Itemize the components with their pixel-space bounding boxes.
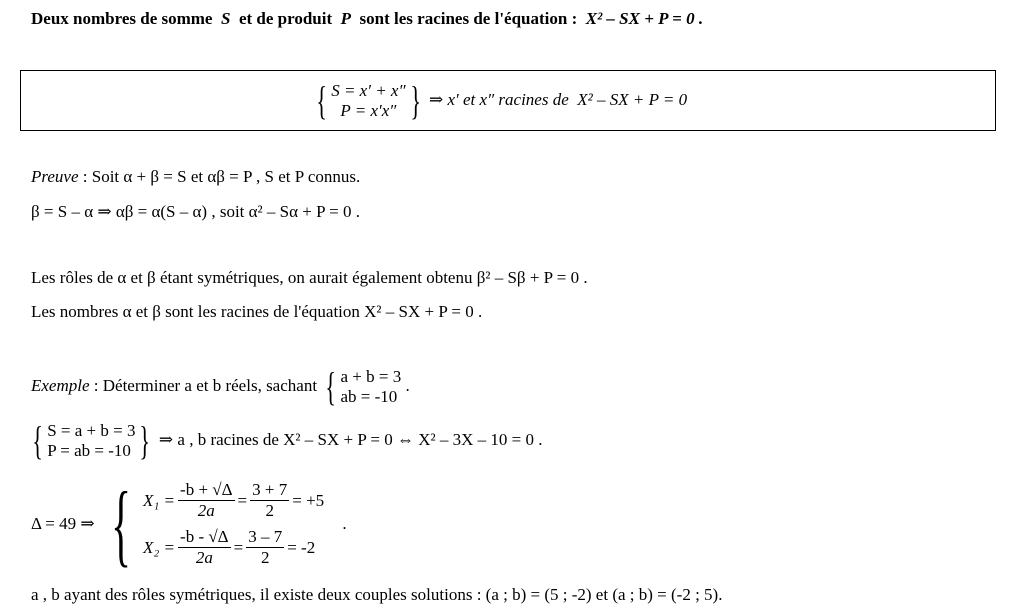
statement-part-b: et de produit xyxy=(238,9,333,28)
statement-equation: X² – SX + P = 0 . xyxy=(585,9,704,28)
left-brace: { xyxy=(325,364,337,410)
right-brace: } xyxy=(409,78,421,124)
x2-numeric-denominator: 2 xyxy=(260,548,270,568)
condition-product: ab = -10 xyxy=(340,387,398,407)
left-brace: { xyxy=(32,418,43,464)
example-system xyxy=(28,418,155,464)
example-equation: ⇒ a , b racines de X² – SX + P = 0 ⇔ X² – 3X – 10 = 0 . xyxy=(158,430,543,449)
proof-line-1 xyxy=(31,167,360,187)
symmetry-line-1: Les rôles de α et β étant symétriques, on aurait également obtenu β² – Sβ + P = 0 . xyxy=(31,268,588,287)
statement-part-c: sont les racines de l'équation : xyxy=(359,9,578,28)
left-brace: { xyxy=(316,78,327,124)
symbol-s: S xyxy=(220,9,231,28)
proof-line-2: β = S – α ⇒ αβ = α(S – α) , soit α² – Sα + P = 0 . xyxy=(31,202,361,221)
system-sum: S = a + b = 3 xyxy=(47,421,136,441)
x1-denominator: 2a xyxy=(197,501,215,521)
x1-result: = +5 xyxy=(292,490,325,510)
x2-numerator: -b - √Δ xyxy=(180,527,229,547)
theorem-statement xyxy=(31,9,703,29)
example-conclusion: a , b ayant des rôles symétriques, il existe deux couples solutions : (a ; b) = (5 ; -2) et (a ; b) = (-2 ; 5). xyxy=(31,585,723,604)
box-equation: X² – SX + P = 0 xyxy=(577,90,688,109)
proof-text: : Soit α + β = S et αβ = P , S et P connus. xyxy=(78,167,361,186)
example-intro-text: : Déterminer a et b réels, sachant xyxy=(89,376,318,395)
x1-numeric xyxy=(250,480,289,521)
root-x2: X₂ = $\frac{-b - √\Delta}{2a}$ = $\frac{3 - 7}{2}$ = -2 xyxy=(143,527,316,568)
x2-formula xyxy=(178,527,231,568)
example-intro: Exemple : Déterminer a et b réels, sachant { a + b = 3 ab = -10 . xyxy=(31,364,410,410)
x2-label: X₂ = xyxy=(143,537,176,557)
symmetry-line-2: Les nombres α et β sont les racines de l'équation X² – SX + P = 0 . xyxy=(31,302,483,321)
sum-relation: S = x′ + x″ xyxy=(331,81,406,101)
x1-label: X₁ = xyxy=(143,490,176,510)
system-product: P = ab = -10 xyxy=(47,441,131,461)
roots-text: x′ et x″ racines de xyxy=(447,90,569,109)
x2-denominator: 2a xyxy=(195,548,213,568)
x1-formula xyxy=(178,480,235,521)
roots-system xyxy=(99,473,325,576)
theorem-box-content xyxy=(312,76,687,124)
root-x1: X₁ = $\frac{-b + √\Delta}{2a}$ = $\frac{3 + 7}{2}$ = +5 xyxy=(143,480,325,521)
example-label: Exemple xyxy=(31,376,90,395)
x2-numeric-numerator: 3 – 7 xyxy=(248,527,283,547)
roots-block: Δ = 49 ⇒ { X₁ = $\frac{-b + √\Delta}{2a}$ = $\frac{3 + 7}{2}$ = +5 X₂ = $\frac{-b - √\Delta}{2a}$ = $\frac{3 - 7}{2}$ = -2 . xyxy=(31,473,347,576)
left-brace: { xyxy=(110,473,131,576)
theorem-system xyxy=(312,78,425,124)
x2-result: = -2 xyxy=(287,537,316,557)
x1-numerator: -b + √Δ xyxy=(180,480,233,500)
condition-sum: a + b = 3 xyxy=(340,367,402,387)
implies-symbol: ⇒ xyxy=(429,90,444,109)
statement-part-a: Deux nombres de somme xyxy=(31,9,213,28)
proof-label: Preuve xyxy=(31,167,79,186)
x1-numeric-numerator: 3 + 7 xyxy=(252,480,288,500)
x2-numeric xyxy=(246,527,284,568)
x1-numeric-denominator: 2 xyxy=(265,501,274,521)
delta-value: Δ = 49 ⇒ xyxy=(31,514,95,534)
example-system-line xyxy=(28,418,543,464)
example-conditions xyxy=(321,364,402,410)
symbol-p: P xyxy=(340,9,352,28)
right-brace: } xyxy=(139,418,151,464)
product-relation: P = x′x″ xyxy=(340,101,397,121)
